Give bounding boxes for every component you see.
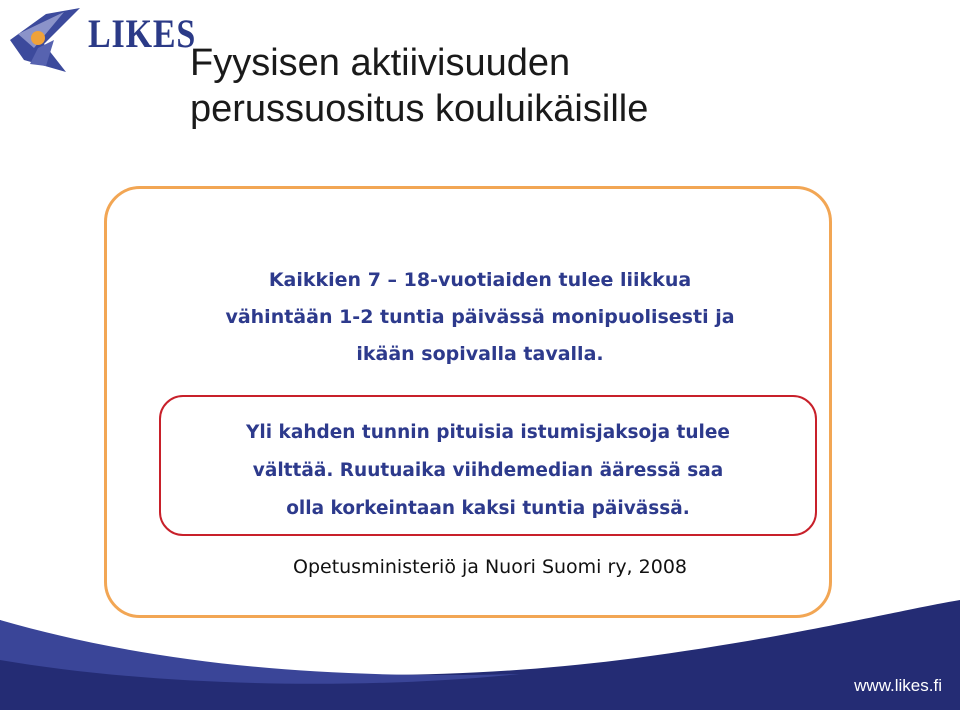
recommendation-line-2: vähintään 1-2 tuntia päivässä monipuolisesti ja	[225, 306, 735, 328]
page-title	[190, 40, 890, 132]
footer-band	[0, 600, 960, 710]
recommendation-line-3: ikään sopivalla tavalla.	[356, 343, 604, 365]
warning-line-3: olla korkeintaan kaksi tuntia päivässä.	[286, 498, 690, 519]
recommendation-line-1: Kaikkien 7 – 18-vuotiaiden tulee liikkua	[268, 269, 692, 291]
footer-website-link[interactable]: www.likes.fi	[854, 676, 942, 695]
source-citation: Opetusministeriö ja Nuori Suomi ry, 2008	[292, 556, 687, 578]
warning-line-2: välttää. Ruutuaika viihdemedian ääressä saa	[252, 460, 724, 481]
warning-text	[150, 414, 826, 528]
warning-line-1: Yli kahden tunnin pituisia istumisjaksoja tulee	[246, 422, 730, 443]
title-line-1: Fyysisen aktiivisuuden	[190, 42, 571, 84]
title-line-2: perussuositus kouluikäisille	[190, 88, 649, 130]
logo-wordmark: LIKES	[88, 11, 197, 56]
footer-wave-icon	[0, 600, 960, 710]
likes-logo	[8, 4, 197, 76]
recommendation-text	[140, 262, 820, 373]
